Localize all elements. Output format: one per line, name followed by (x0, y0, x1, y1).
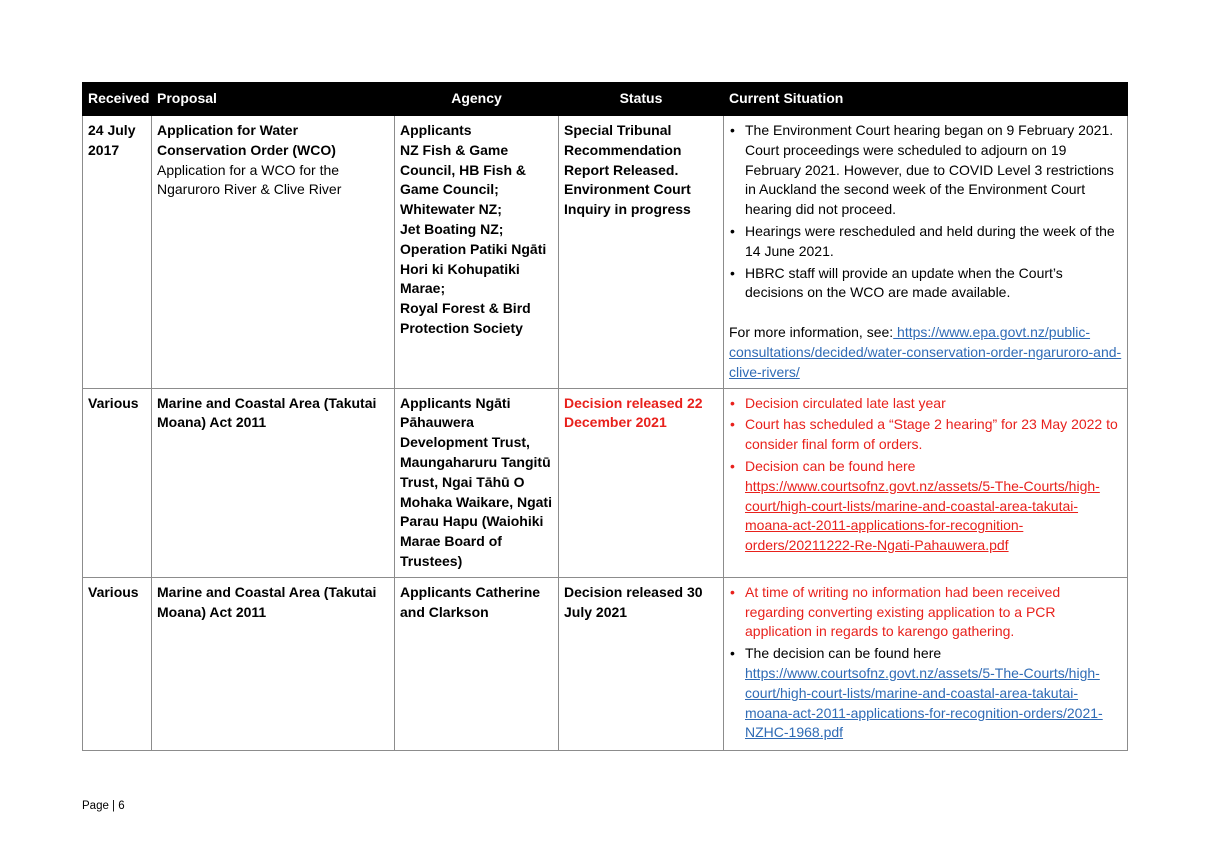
situation-item: • HBRC staff will provide an update when the Court’s decisions on the WCO are made available. (745, 264, 1122, 304)
proposal-title: Application for Water Conservation Order (WCO) (157, 122, 336, 158)
situation-list (729, 394, 1122, 556)
situation-list (729, 121, 1122, 303)
situation-cell (724, 577, 1128, 750)
situation-list (729, 583, 1122, 743)
proposal-cell (152, 116, 395, 389)
situation-item (745, 644, 1122, 743)
page-number: Page | 6 (82, 800, 125, 812)
more-info (729, 323, 1122, 382)
header-current-situation: Current Situation (724, 83, 1128, 116)
received-cell: 24 July 2017 (83, 116, 152, 389)
received-cell: Various (83, 577, 152, 750)
situation-item-text: The decision can be found here (745, 645, 942, 662)
situation-item: • Court has scheduled a “Stage 2 hearing” for 23 May 2022 to consider final form of orders. (745, 415, 1122, 455)
agency-cell: Applicants Ngāti Pāhauwera Development Trust, Maungaharuru Tangitū Trust, Ngai Tāhū O Mohaka Waikare, Ngati Parau Hapu (Waiohiki Marae Board of Trustees) (395, 388, 559, 577)
agency-line: Operation Patiki Ngāti Hori ki Kohupatiki Marae; (400, 240, 547, 297)
more-info-label: For more information, see: (729, 324, 894, 341)
situation-item: • Decision circulated late last year (745, 394, 1122, 414)
header-proposal: Proposal (152, 83, 395, 116)
proposal-cell: Marine and Coastal Area (Takutai Moana) Act 2011 (152, 577, 395, 750)
status-cell: Decision released 30 July 2021 (559, 577, 724, 750)
header-status: Status (559, 83, 724, 116)
agency-line: NZ Fish & Game Council, HB Fish & Game Council; (400, 141, 526, 198)
table-row (83, 388, 1128, 577)
agency-cell (395, 116, 559, 389)
agency-line: Whitewater NZ; (400, 201, 502, 218)
header-agency: Agency (395, 83, 559, 116)
table-row (83, 116, 1128, 389)
agency-cell: Applicants Catherine and Clarkson (395, 577, 559, 750)
situation-item: • At time of writing no information had been received regarding converting existing application to a PCR application in regards to karengo gathering. (745, 583, 1122, 642)
status-cell: Decision released 22 December 2021 (559, 388, 724, 577)
proposals-table (82, 82, 1128, 751)
situation-item: • The Environment Court hearing began on 9 February 2021. Court proceedings were scheduled to adjourn on 19 February 2021. However, due to COVID Level 3 restrictions in Auckland the second week of the Environment Court hearing did not proceed. (745, 121, 1122, 220)
agency-line: Applicants (400, 122, 472, 138)
table-header-row (83, 83, 1128, 116)
situation-cell (724, 116, 1128, 389)
court-decision-link[interactable]: https://www.courtsofnz.govt.nz/assets/5-The-Courts/high-court/high-court-lists/marine-and-coastal-area-takutai-moana-act-2011-applications-for-recognition-orders/2021-NZHC-1968.pdf (745, 664, 1103, 741)
epa-link[interactable]: https://www.epa.govt.nz/public-consultations/decided/water-conservation-order-ngaruroro-and-clive-rivers/ (729, 324, 1122, 380)
table-row (83, 577, 1128, 750)
header-received: Received (83, 83, 152, 116)
agency-line: Jet Boating NZ; (400, 220, 504, 237)
situation-item (745, 457, 1122, 556)
agency-line: Royal Forest & Bird Protection Society (400, 300, 531, 336)
received-cell: Various (83, 388, 152, 577)
proposal-description: Application for a WCO for the Ngaruroro River & Clive River (157, 161, 342, 198)
court-decision-link[interactable]: https://www.courtsofnz.govt.nz/assets/5-The-Courts/high-court/high-court-lists/marine-and-coastal-area-takutai-moana-act-2011-applications-for-recognition-orders/20211222-Re-Ngati-Pahauwera.pdf (745, 477, 1100, 554)
situation-item: • Hearings were rescheduled and held during the week of the 14 June 2021. (745, 222, 1122, 262)
status-cell: Special Tribunal Recommendation Report Released. Environment Court Inquiry in progress (559, 116, 724, 389)
situation-cell (724, 388, 1128, 577)
proposal-cell: Marine and Coastal Area (Takutai Moana) Act 2011 (152, 388, 395, 577)
situation-item-text: Decision can be found here (745, 457, 916, 474)
